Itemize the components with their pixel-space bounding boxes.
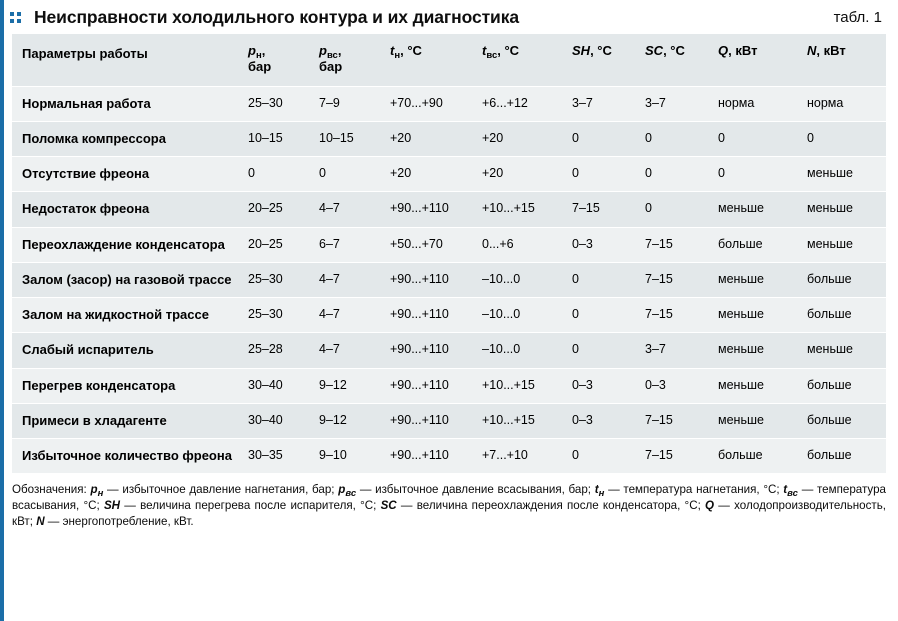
- table-header-row: [12, 34, 886, 86]
- cell-n: норма: [797, 86, 886, 121]
- cell-n: 0: [797, 121, 886, 156]
- table-row: [12, 192, 886, 227]
- cell-sc: 0: [635, 192, 708, 227]
- column-header-sh: SH, °C: [562, 34, 635, 86]
- cell-pn: 30–35: [238, 439, 309, 474]
- cell-tn: +20: [380, 157, 472, 192]
- cell-pvs: 4–7: [309, 192, 380, 227]
- cell-tn: +20: [380, 121, 472, 156]
- table-row: [12, 368, 886, 403]
- cell-n: меньше: [797, 192, 886, 227]
- diagnostics-table: [12, 34, 886, 474]
- cell-param: Перегрев конденсатора: [12, 368, 238, 403]
- cell-tvs: +10...+15: [472, 368, 562, 403]
- cell-sh: 0: [562, 262, 635, 297]
- cell-param: Отсутствие фреона: [12, 157, 238, 192]
- footnote-text-tn: — температура нагнетания, °C;: [608, 483, 780, 497]
- footnote-symbol-tn: $t_н$: [594, 483, 605, 500]
- cell-pvs: 10–15: [309, 121, 380, 156]
- cell-param: Примеси в хладагенте: [12, 403, 238, 438]
- footnote-text-sc: — величина переохлаждения после конденсатора, °C;: [400, 499, 701, 513]
- cell-pn: 30–40: [238, 403, 309, 438]
- cell-tvs: +20: [472, 157, 562, 192]
- cell-sh: 0–3: [562, 227, 635, 262]
- cell-tn: +90...+110: [380, 403, 472, 438]
- cell-pvs: 9–12: [309, 368, 380, 403]
- table-row: [12, 157, 886, 192]
- cell-tvs: –10...0: [472, 298, 562, 333]
- cell-n: больше: [797, 262, 886, 297]
- cell-q: меньше: [708, 192, 797, 227]
- cell-tn: +90...+110: [380, 192, 472, 227]
- cell-sh: 0: [562, 121, 635, 156]
- cell-tvs: 0...+6: [472, 227, 562, 262]
- cell-sc: 7–15: [635, 262, 708, 297]
- cell-q: 0: [708, 157, 797, 192]
- table-footnote: [12, 482, 886, 528]
- cell-pvs: 0: [309, 157, 380, 192]
- cell-q: 0: [708, 121, 797, 156]
- cell-q: больше: [708, 439, 797, 474]
- cell-tvs: +6...+12: [472, 86, 562, 121]
- cell-q: больше: [708, 227, 797, 262]
- left-accent-bar: [0, 0, 4, 621]
- cell-pvs: 9–10: [309, 439, 380, 474]
- cell-pn: 20–25: [238, 227, 309, 262]
- cell-sc: 0–3: [635, 368, 708, 403]
- cell-pn: 20–25: [238, 192, 309, 227]
- table-row: [12, 262, 886, 297]
- table-number-label: табл. 1: [833, 8, 882, 26]
- cell-sh: 0: [562, 298, 635, 333]
- cell-param: Поломка компрессора: [12, 121, 238, 156]
- cell-n: больше: [797, 368, 886, 403]
- cell-sh: 0–3: [562, 368, 635, 403]
- cell-sc: 7–15: [635, 439, 708, 474]
- cell-pvs: 4–7: [309, 298, 380, 333]
- table-row: [12, 298, 886, 333]
- footnote-symbol-pvs: $p_{вс}$: [338, 483, 357, 500]
- cell-pn: 25–30: [238, 262, 309, 297]
- cell-n: меньше: [797, 157, 886, 192]
- cell-sh: 0: [562, 333, 635, 368]
- column-header-pn: $p_н$, бар: [238, 34, 309, 86]
- table-row: [12, 439, 886, 474]
- cell-tvs: –10...0: [472, 333, 562, 368]
- footnote-symbol-n: N: [36, 514, 45, 528]
- cell-tvs: +10...+15: [472, 192, 562, 227]
- cell-pn: 30–40: [238, 368, 309, 403]
- page-title: Неисправности холодильного контура и их диагностика: [34, 6, 519, 27]
- cell-sh: 3–7: [562, 86, 635, 121]
- footnote-lead: Обозначения:: [12, 483, 87, 497]
- cell-sh: 7–15: [562, 192, 635, 227]
- table-row: [12, 227, 886, 262]
- cell-n: больше: [797, 298, 886, 333]
- cell-pvs: 9–12: [309, 403, 380, 438]
- cell-param: Недостаток фреона: [12, 192, 238, 227]
- footnote-text-tvs: — температура всасывания, °C;: [12, 483, 886, 513]
- cell-param: Нормальная работа: [12, 86, 238, 121]
- cell-pn: 0: [238, 157, 309, 192]
- cell-sc: 3–7: [635, 333, 708, 368]
- cell-sc: 0: [635, 121, 708, 156]
- cell-q: норма: [708, 86, 797, 121]
- table-container: [0, 34, 898, 474]
- column-header-sc: SC, °C: [635, 34, 708, 86]
- table-row: [12, 403, 886, 438]
- cell-q: меньше: [708, 368, 797, 403]
- cell-tn: +90...+110: [380, 439, 472, 474]
- footnote-text-q: — холодопроизводительность, кВт;: [12, 499, 886, 528]
- footnote-symbol-sc: SC: [380, 499, 397, 513]
- footnote-text-pn: — избыточное давление нагнетания, бар;: [107, 483, 335, 497]
- footnote-text-sh: — величина перегрева после испарителя, °C;: [124, 499, 377, 513]
- column-header-param: Параметры работы: [12, 34, 238, 86]
- four-dots-icon: [10, 11, 24, 25]
- cell-param: Залом на жидкостной трассе: [12, 298, 238, 333]
- cell-param: Переохлаждение конденсатора: [12, 227, 238, 262]
- cell-q: меньше: [708, 333, 797, 368]
- cell-pn: 25–30: [238, 86, 309, 121]
- cell-tn: +90...+110: [380, 368, 472, 403]
- cell-n: больше: [797, 403, 886, 438]
- table-row: [12, 121, 886, 156]
- cell-tn: +90...+110: [380, 298, 472, 333]
- cell-n: больше: [797, 439, 886, 474]
- footnote-symbol-tvs: $t_{вс}$: [783, 483, 798, 500]
- cell-q: меньше: [708, 403, 797, 438]
- cell-pn: 25–28: [238, 333, 309, 368]
- cell-sc: 3–7: [635, 86, 708, 121]
- column-header-n: N, кВт: [797, 34, 886, 86]
- cell-pvs: 4–7: [309, 333, 380, 368]
- cell-tvs: +10...+15: [472, 403, 562, 438]
- cell-sc: 7–15: [635, 298, 708, 333]
- cell-tvs: +20: [472, 121, 562, 156]
- cell-tvs: +7...+10: [472, 439, 562, 474]
- cell-n: меньше: [797, 227, 886, 262]
- cell-tn: +50...+70: [380, 227, 472, 262]
- cell-sc: 0: [635, 157, 708, 192]
- cell-pn: 25–30: [238, 298, 309, 333]
- page-header: [0, 0, 898, 34]
- cell-pvs: 4–7: [309, 262, 380, 297]
- cell-tvs: –10...0: [472, 262, 562, 297]
- table-row: [12, 86, 886, 121]
- cell-q: меньше: [708, 298, 797, 333]
- cell-sh: 0: [562, 439, 635, 474]
- cell-param: Избыточное количество фреона: [12, 439, 238, 474]
- column-header-q: Q, кВт: [708, 34, 797, 86]
- cell-tn: +90...+110: [380, 333, 472, 368]
- cell-sc: 7–15: [635, 403, 708, 438]
- column-header-tvs: $t_{вс}$, °C: [472, 34, 562, 86]
- cell-pn: 10–15: [238, 121, 309, 156]
- table-body: [12, 86, 886, 474]
- cell-pvs: 6–7: [309, 227, 380, 262]
- cell-n: меньше: [797, 333, 886, 368]
- column-header-tn: $t_н$, °C: [380, 34, 472, 86]
- cell-tn: +70...+90: [380, 86, 472, 121]
- cell-q: меньше: [708, 262, 797, 297]
- cell-sc: 7–15: [635, 227, 708, 262]
- cell-param: Залом (засор) на газовой трассе: [12, 262, 238, 297]
- footnote-symbol-pn: $p_н$: [90, 483, 104, 500]
- cell-sh: 0–3: [562, 403, 635, 438]
- cell-pvs: 7–9: [309, 86, 380, 121]
- footnote-symbol-sh: SH: [103, 499, 121, 513]
- footnote-text-n: — энергопотребление, кВт.: [47, 514, 194, 528]
- footnote-symbol-q: Q: [705, 499, 715, 513]
- cell-sh: 0: [562, 157, 635, 192]
- cell-tn: +90...+110: [380, 262, 472, 297]
- footnote-text-pvs: — избыточное давление всасывания, бар;: [359, 483, 592, 497]
- column-header-pvs: $p_{вс}$, бар: [309, 34, 380, 86]
- cell-param: Слабый испаритель: [12, 333, 238, 368]
- table-row: [12, 333, 886, 368]
